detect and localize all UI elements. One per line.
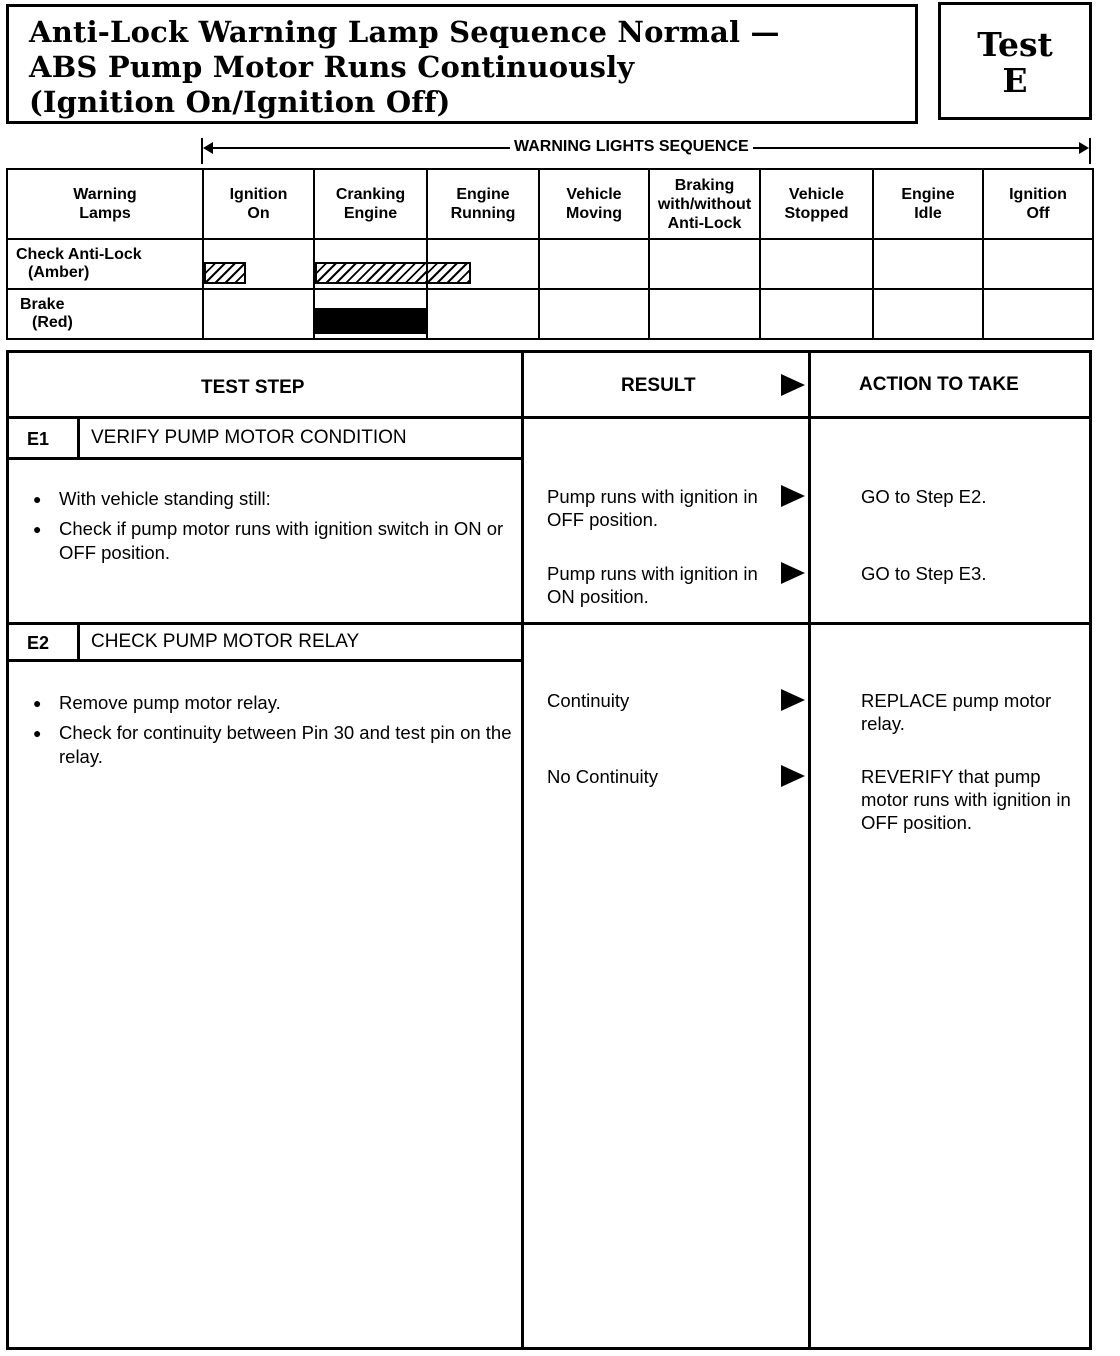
column-header bbox=[873, 169, 983, 239]
lamps-header bbox=[7, 169, 203, 239]
column-header-line: Off bbox=[1026, 205, 1050, 222]
result-arrow-icon bbox=[781, 485, 805, 507]
amber-lamp-on-bar bbox=[204, 262, 246, 284]
header-result: RESULT bbox=[621, 375, 696, 396]
header-test-step: TEST STEP bbox=[201, 377, 305, 398]
step-title-divider bbox=[9, 457, 521, 460]
title-line-3: (Ignition On/Ignition Off) bbox=[29, 85, 451, 119]
lamp-cell bbox=[983, 289, 1093, 339]
column-header-line: Anti-Lock bbox=[667, 214, 742, 232]
sequence-tick-right bbox=[1089, 138, 1091, 164]
column-header bbox=[649, 169, 760, 239]
column-header-line: Vehicle bbox=[788, 186, 845, 203]
column-header-line: Engine bbox=[343, 205, 398, 222]
column-header bbox=[760, 169, 873, 239]
test-id-box bbox=[938, 2, 1092, 120]
test-step-table bbox=[6, 350, 1092, 1350]
header-arrow-icon bbox=[781, 374, 805, 396]
column-header bbox=[314, 169, 427, 239]
lamp-row-label bbox=[7, 239, 203, 289]
result-arrow-icon bbox=[781, 562, 805, 584]
column-header-line: Engine bbox=[456, 186, 510, 203]
column-header-line: Ignition bbox=[1009, 186, 1067, 203]
lamp-cell bbox=[760, 289, 873, 339]
action-text: REVERIFY that pump motor runs with ignition in OFF position. bbox=[861, 766, 1071, 833]
header-action: ACTION TO TAKE bbox=[859, 374, 1019, 395]
lamp-cell bbox=[314, 289, 427, 339]
sequence-label: WARNING LIGHTS SEQUENCE bbox=[510, 138, 753, 156]
lamp-cell bbox=[649, 289, 760, 339]
column-header bbox=[539, 169, 649, 239]
step-instructions bbox=[33, 487, 513, 571]
column-header-line: with/without bbox=[657, 195, 752, 213]
result-arrow-icon bbox=[781, 689, 805, 711]
lamps-header-line: Warning bbox=[73, 186, 137, 203]
header-divider bbox=[9, 416, 1089, 419]
instruction-item: ● Check if pump motor runs with ignition switch in ON or OFF position. bbox=[33, 517, 513, 565]
test-letter: E bbox=[1002, 61, 1028, 100]
column-header-line: Vehicle bbox=[566, 186, 622, 203]
step-title: CHECK PUMP MOTOR RELAY bbox=[91, 631, 360, 652]
column-header-line: Engine bbox=[901, 186, 955, 203]
action-text: GO to Step E2. bbox=[861, 486, 987, 507]
column-header-line: Idle bbox=[914, 205, 942, 222]
action-text: GO to Step E3. bbox=[861, 563, 987, 584]
column-header-line: Stopped bbox=[784, 205, 849, 222]
step-instructions bbox=[33, 691, 513, 775]
instruction-item: ● Remove pump motor relay. bbox=[33, 691, 513, 715]
column-divider bbox=[521, 353, 524, 1347]
step-title: VERIFY PUMP MOTOR CONDITION bbox=[91, 427, 407, 448]
step-id-divider bbox=[77, 622, 80, 662]
lamp-cell bbox=[427, 239, 539, 289]
warning-lamp-table bbox=[6, 168, 1094, 340]
column-header-line: Moving bbox=[566, 205, 622, 222]
result-text: Continuity bbox=[547, 690, 630, 711]
lamp-cell bbox=[203, 239, 314, 289]
lamp-cell bbox=[873, 289, 983, 339]
column-header-line: Running bbox=[450, 205, 516, 222]
sequence-arrow-right-icon bbox=[1079, 142, 1089, 154]
lamp-row-label-line: Brake bbox=[20, 296, 65, 313]
lamp-cell bbox=[539, 289, 649, 339]
column-header bbox=[427, 169, 539, 239]
instruction-item: ● With vehicle standing still: bbox=[33, 487, 513, 511]
title-line-2: ABS Pump Motor Runs Continuously bbox=[29, 50, 635, 84]
lamp-cell bbox=[314, 239, 427, 289]
lamp-cell bbox=[649, 239, 760, 289]
result-text: Pump runs with ignition in OFF position. bbox=[547, 486, 758, 530]
lamp-row-label-line: (Amber) bbox=[28, 264, 90, 281]
title-line-1: Anti-Lock Warning Lamp Sequence Normal — bbox=[29, 15, 780, 49]
amber-lamp-on-bar bbox=[426, 262, 471, 284]
column-divider bbox=[808, 353, 811, 1347]
lamp-cell bbox=[427, 289, 539, 339]
result-text: Pump runs with ignition in ON position. bbox=[547, 563, 758, 607]
column-header bbox=[983, 169, 1093, 239]
lamp-cell bbox=[983, 239, 1093, 289]
lamp-table-header bbox=[7, 169, 1093, 239]
lamp-row-label-line: Check Anti-Lock bbox=[16, 246, 142, 263]
step-id: E1 bbox=[27, 429, 50, 449]
lamp-row-anti-lock bbox=[7, 239, 1093, 289]
step-id: E2 bbox=[27, 633, 50, 653]
step-id-divider bbox=[77, 416, 80, 459]
column-header bbox=[203, 169, 314, 239]
column-header-line: Braking bbox=[674, 176, 735, 194]
lamp-cell bbox=[873, 239, 983, 289]
instruction-item: ● Check for continuity between Pin 30 and test pin on the relay. bbox=[33, 721, 513, 769]
lamp-row-label bbox=[7, 289, 203, 339]
lamp-cell bbox=[539, 239, 649, 289]
red-lamp-on-bar bbox=[315, 308, 428, 334]
action-text: REPLACE pump motor relay. bbox=[861, 690, 1052, 734]
column-header-line: Ignition bbox=[229, 186, 288, 203]
step-title-divider bbox=[9, 659, 521, 662]
lamp-cell bbox=[203, 289, 314, 339]
amber-lamp-on-bar bbox=[315, 262, 428, 284]
step-divider bbox=[9, 622, 1089, 625]
result-arrow-icon bbox=[781, 765, 805, 787]
lamp-cell bbox=[760, 239, 873, 289]
title-box bbox=[6, 4, 918, 124]
lamp-row-label-line: (Red) bbox=[32, 314, 73, 331]
column-header-line: Cranking bbox=[335, 186, 406, 203]
result-text: No Continuity bbox=[547, 766, 659, 787]
lamps-header-line: Lamps bbox=[79, 205, 131, 222]
test-label: Test bbox=[977, 25, 1053, 64]
column-header-line: On bbox=[247, 205, 270, 222]
lamp-row-brake bbox=[7, 289, 1093, 339]
